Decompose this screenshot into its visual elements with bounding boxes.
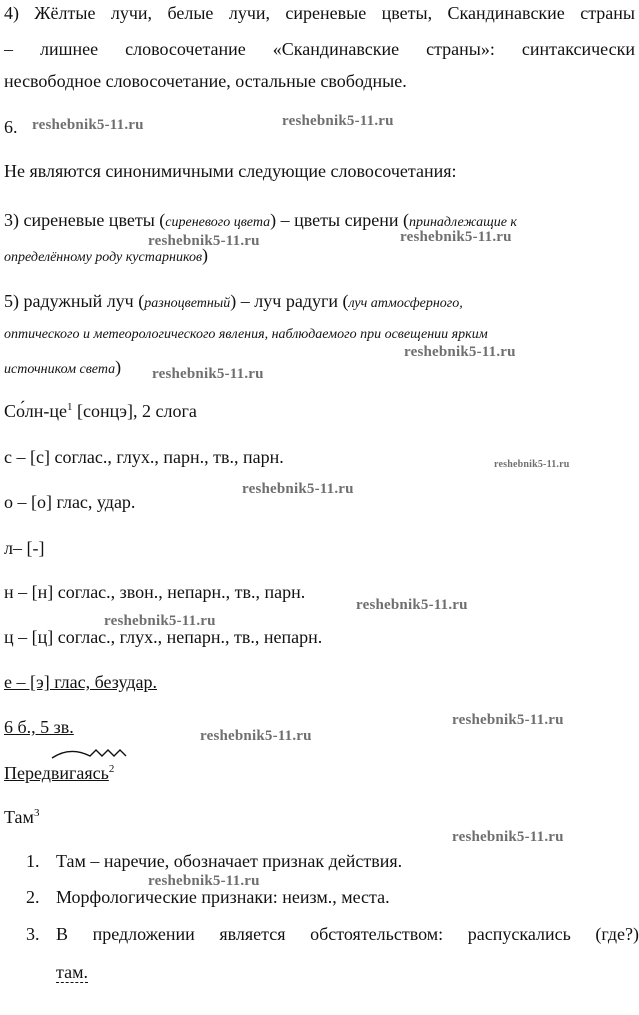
watermark: reshebnik5-11.ru [452, 829, 564, 845]
item3-note2b: определённому роду кустарников [4, 250, 203, 265]
item3-note2a: принадлежащие к [408, 215, 517, 230]
list-item-text: Морфологические признаки: неизм., места. [56, 887, 390, 907]
phonetic-row: ц – [ц] соглас., глух., непарн., тв., непарн. [4, 627, 323, 647]
phonetic-row: л– [-] [4, 538, 45, 558]
phonetic-summary: 6 б., 5 зв. [4, 717, 74, 737]
task6-intro: Не являются синонимичными следующие словосочетания: [4, 161, 457, 181]
task-number: 6. [4, 117, 18, 137]
item5-note2c: источником света [4, 362, 116, 377]
watermark: reshebnik5-11.ru [404, 344, 516, 360]
watermark: reshebnik5-11.ru [104, 613, 216, 629]
morph-item3-end [56, 961, 88, 983]
list-item-number: 1. [26, 851, 40, 871]
phonetic-word: Со́лн-це [4, 401, 67, 421]
item5-note2a: луч атмосферного, [348, 296, 463, 311]
watermark: reshebnik5-11.ru [200, 728, 312, 744]
phonetic-rest: [сонцэ], 2 слога [72, 401, 197, 421]
item3-post: ) [202, 245, 209, 265]
list-item [26, 851, 639, 887]
watermark: reshebnik5-11.ru [152, 366, 264, 382]
list-item-text: Там – наречие, обозначает признак действия. [56, 851, 403, 871]
item5-post: ) [115, 357, 122, 377]
p4-line-1: 4) Жёлтые лучи, белые лучи, сиреневые цветы, Скандинавские страны [4, 3, 635, 23]
watermark: reshebnik5-11.ru [452, 712, 564, 728]
item5-line-2: оптического и метеорологического явления, наблюдаемого при освещении ярким [4, 327, 488, 342]
watermark: reshebnik5-11.ru [356, 597, 468, 613]
list-item-text: В предложении является обстоятельством: распускались (где?) [56, 924, 639, 944]
phonetic-row-underlined: е – [э] глас, безудар. [4, 672, 158, 692]
watermark: reshebnik5-11.ru [494, 459, 570, 470]
watermark: reshebnik5-11.ru [148, 233, 260, 249]
item3-pre: 3) сиреневые цветы ( [4, 210, 166, 230]
item5-note1: разноцветный [144, 296, 231, 311]
list-item-number: 2. [26, 887, 40, 907]
watermark: reshebnik5-11.ru [32, 117, 144, 133]
list-item-number: 3. [26, 924, 40, 944]
item3-mid: ) – цветы сирени ( [270, 210, 409, 230]
item5-line-1 [4, 290, 463, 315]
item3-note1: сиреневого цвета [165, 215, 271, 230]
watermark: reshebnik5-11.ru [148, 873, 260, 889]
item5-mid: ) – луч радуги ( [230, 291, 349, 311]
root-arc-icon [8, 746, 138, 760]
phonetic-header [4, 400, 197, 422]
morphemic-word: Передвигаясь [4, 763, 109, 783]
phonetic-row: с – [с] соглас., глух., парн., тв., парн. [4, 447, 284, 467]
morph-word-line [4, 806, 39, 828]
phonetic-row: о – [о] глас, удар. [4, 492, 136, 512]
p4-line-2: – лишнее словосочетание «Скандинавские страны»: синтаксически [4, 39, 635, 59]
morph-word: Там [4, 807, 34, 827]
phonetic-row: н – [н] соглас., звон., непарн., тв., парн. [4, 582, 306, 602]
morph-sup: 3 [33, 807, 40, 819]
morph-list [26, 851, 639, 945]
watermark: reshebnik5-11.ru [400, 229, 512, 245]
list-item [26, 924, 639, 945]
item5-pre: 5) радужный луч ( [4, 291, 145, 311]
phonetic-sup: 1 [67, 401, 73, 413]
watermark: reshebnik5-11.ru [282, 113, 394, 129]
watermark: reshebnik5-11.ru [242, 481, 354, 497]
p4-line-3: несвободное словосочетание, остальные свободные. [4, 71, 407, 91]
morphemic-word-line [4, 762, 114, 784]
morph-item3-end-word: там. [56, 962, 88, 982]
list-item [26, 887, 639, 924]
item5-line-3 [4, 356, 121, 381]
morphemic-sup: 2 [108, 763, 115, 775]
